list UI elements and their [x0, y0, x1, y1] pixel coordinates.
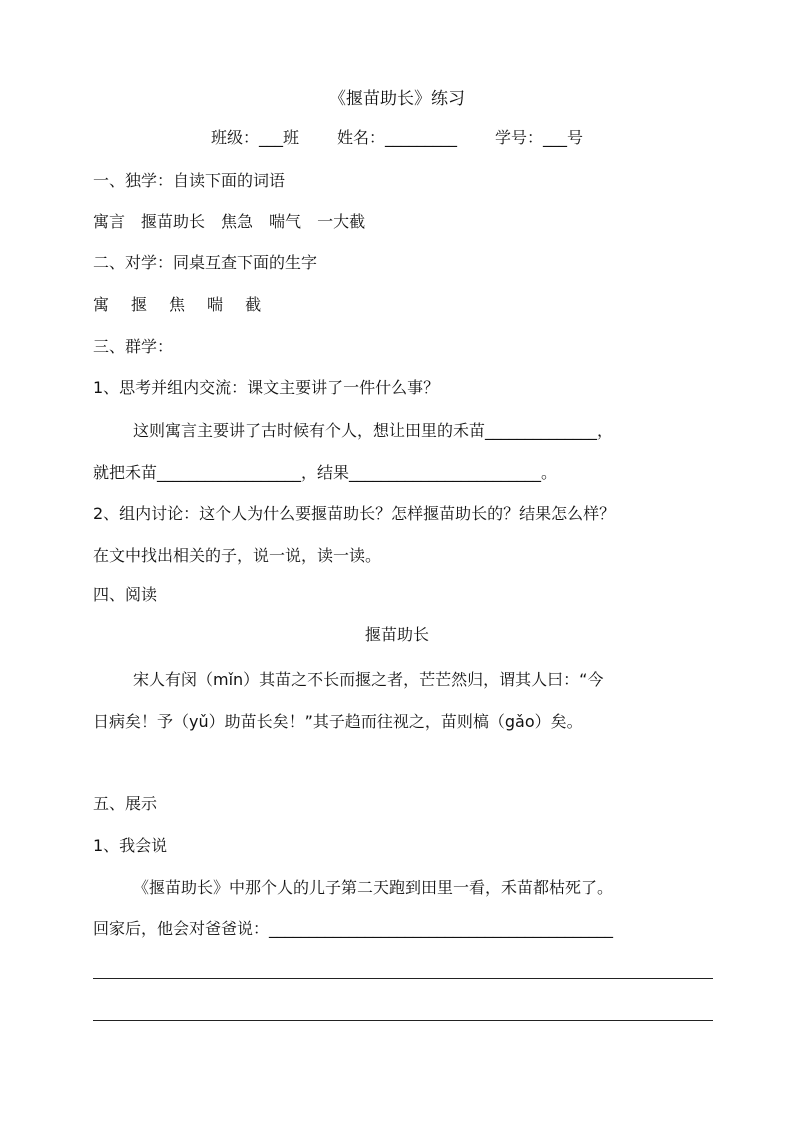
speak-text-line-2: 回家后，他会对爸爸说：___________________________________________: [93, 919, 614, 938]
word-list: [93, 211, 381, 233]
answer-line: [93, 978, 713, 979]
speak-text-line-1: 《揠苗助长》中那个人的儿子第二天跑到田里一看，禾苗都枯死了。: [133, 878, 614, 897]
word-item: 一大截: [317, 212, 366, 231]
subsection-speak: 1、我会说: [93, 836, 168, 855]
char-item: 喘: [207, 295, 224, 314]
question-1-fill-line-2: 就把禾苗__________________，结果________________________。: [93, 463, 558, 482]
char-item: 截: [245, 295, 262, 314]
char-list: [93, 294, 283, 316]
question-2-line-1: 2、组内讨论：这个人为什么要揠苗助长？怎样揠苗助长的？结果怎么样？: [93, 504, 616, 523]
student-info: [0, 127, 794, 149]
word-item: 寓言: [93, 212, 126, 231]
answer-line: [93, 1020, 713, 1021]
question-1: 1、思考并组内交流：课文主要讲了一件什么事？: [93, 378, 440, 397]
word-item: 喘气: [269, 212, 302, 231]
word-item: 揠苗助长: [141, 212, 206, 231]
page-title: 《揠苗助长》练习: [329, 89, 465, 109]
class-field: 班级：___班: [210, 128, 299, 147]
question-2-line-2: 在文中找出相关的子，说一说，读一读。: [93, 546, 382, 565]
section-2-heading: 二、对学：同桌互查下面的生字: [93, 253, 318, 272]
char-item: 焦: [169, 295, 186, 314]
section-5-heading: 五、展示: [93, 794, 158, 813]
section-4-heading: 四、阅读: [93, 585, 158, 604]
word-item: 焦急: [221, 212, 254, 231]
name-field: 姓名：_________: [336, 128, 457, 147]
passage-line-1: 宋人有闵（mǐn）其苗之不长而揠之者，芒芒然归，谓其人曰：“今: [133, 670, 604, 689]
char-item: 揠: [131, 295, 148, 314]
passage-line-2: 日病矣！予（yǔ）助苗长矣！”其子趋而往视之，苗则槁（gǎo）矣。: [93, 712, 583, 731]
number-field: 学号：___号: [495, 128, 584, 147]
section-3-heading: 三、群学：: [93, 337, 174, 356]
section-1-heading: 一、独学：自读下面的词语: [93, 171, 286, 190]
question-1-fill-line-1: 这则寓言主要讲了古时候有个人，想让田里的禾苗______________，: [133, 421, 614, 440]
char-item: 寓: [93, 295, 110, 314]
passage-title: 揠苗助长: [364, 625, 429, 644]
